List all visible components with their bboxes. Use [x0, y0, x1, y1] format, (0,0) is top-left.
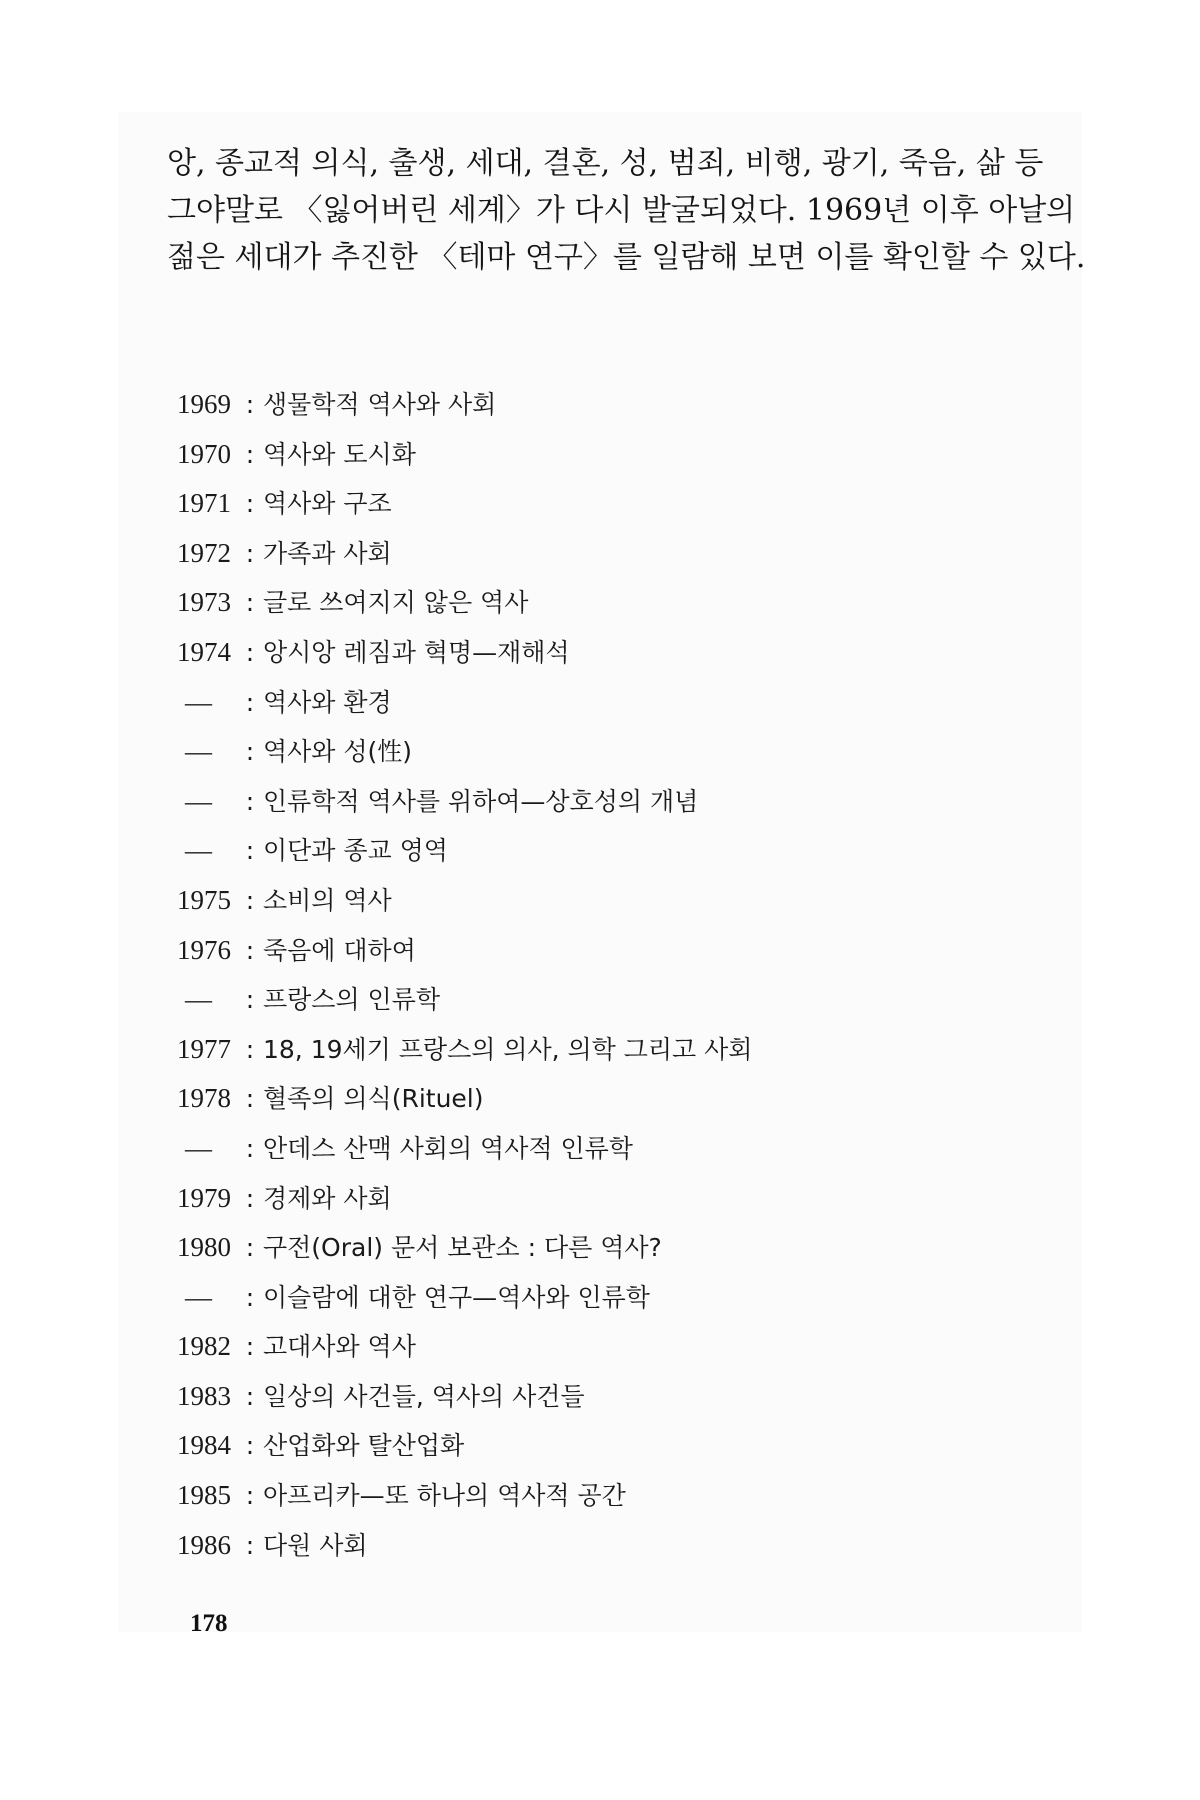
entry-separator: :: [245, 1034, 255, 1064]
entry-year: 1980: [177, 1232, 231, 1263]
entry-separator: :: [245, 1233, 255, 1263]
timeline-entry: [177, 430, 877, 480]
entry-separator: :: [245, 1332, 255, 1362]
entry-year: 1986: [177, 1529, 231, 1560]
entry-title: 혈족의 의식(Rituel): [263, 1084, 484, 1114]
entry-title: 역사와 구조: [263, 489, 392, 519]
entry-separator: :: [245, 1084, 255, 1114]
entry-separator: :: [245, 687, 255, 717]
timeline-entry: [177, 529, 877, 579]
timeline-entry: [177, 1521, 877, 1571]
entry-separator: :: [245, 1431, 255, 1461]
entry-separator: :: [245, 737, 255, 767]
timeline-entry: [177, 1025, 877, 1075]
timeline-entry: [177, 1124, 877, 1174]
entry-separator: :: [245, 1282, 255, 1312]
entry-title: 이슬람에 대한 연구—역사와 인류학: [263, 1282, 650, 1312]
entry-separator: :: [245, 439, 255, 469]
body-paragraph: [167, 140, 1086, 281]
entry-year: 1970: [177, 438, 231, 469]
entry-separator: :: [245, 985, 255, 1015]
entry-separator: :: [245, 1381, 255, 1411]
entry-title: 생물학적 역사와 사회: [263, 390, 497, 419]
timeline-entry: [177, 826, 877, 876]
entry-year: —: [185, 1281, 212, 1312]
entry-separator: :: [245, 1530, 255, 1560]
timeline-entry: [177, 727, 877, 777]
timeline-entry: [177, 876, 877, 926]
entry-title: 앙시앙 레짐과 혁명—재해석: [263, 637, 570, 667]
entry-year: 1984: [177, 1430, 231, 1461]
entry-separator: :: [245, 836, 255, 866]
entry-separator: :: [245, 637, 255, 667]
timeline-entry: [177, 380, 877, 430]
entry-separator: :: [245, 538, 255, 568]
timeline-entry: [177, 628, 877, 678]
entry-year: 1976: [177, 934, 231, 965]
timeline-entry: [177, 1074, 877, 1124]
entry-title: 경제와 사회: [263, 1183, 392, 1213]
entry-title: 이단과 종교 영역: [263, 836, 448, 866]
timeline-entry: [177, 926, 877, 976]
entry-year: 1983: [177, 1380, 231, 1411]
entry-title: 글로 쓰여지지 않은 역사: [263, 588, 529, 618]
entry-title: 산업화와 탈산업화: [263, 1431, 465, 1461]
entry-year: —: [185, 1132, 212, 1163]
theme-research-list: [177, 380, 877, 1570]
entry-title: 일상의 사건들, 역사의 사건들: [263, 1381, 585, 1411]
entry-separator: :: [245, 786, 255, 816]
entry-year: 1982: [177, 1331, 231, 1362]
entry-title: 역사와 환경: [263, 687, 392, 717]
entry-separator: :: [245, 390, 255, 419]
entry-separator: :: [245, 935, 255, 965]
entry-title: 죽음에 대하여: [263, 935, 416, 965]
entry-title: 인류학적 역사를 위하여—상호성의 개념: [263, 786, 699, 816]
entry-year: 1969: [177, 389, 231, 419]
entry-year: 1978: [177, 1083, 231, 1114]
entry-title: 프랑스의 인류학: [263, 985, 440, 1015]
entry-separator: :: [245, 1133, 255, 1163]
entry-year: —: [185, 835, 212, 866]
entry-title: 구전(Oral) 문서 보관소 : 다른 역사?: [263, 1233, 662, 1263]
entry-separator: :: [245, 1481, 255, 1511]
entry-separator: :: [245, 1183, 255, 1213]
entry-title: 아프리카—또 하나의 역사적 공간: [263, 1481, 626, 1511]
entry-title: 역사와 성(性): [263, 737, 413, 767]
entry-title: 가족과 사회: [263, 538, 392, 568]
timeline-entry: [177, 777, 877, 827]
timeline-entry: [177, 578, 877, 628]
entry-year: 1971: [177, 488, 231, 519]
timeline-entry: [177, 1223, 877, 1273]
timeline-entry: [177, 678, 877, 728]
entry-year: 1985: [177, 1480, 231, 1511]
entry-year: 1975: [177, 884, 231, 915]
timeline-entry: [177, 1273, 877, 1323]
entry-year: 1972: [177, 537, 231, 568]
entry-year: —: [185, 785, 212, 816]
entry-year: 1977: [177, 1033, 231, 1064]
entry-year: —: [185, 736, 212, 767]
timeline-entry: [177, 975, 877, 1025]
entry-year: 1979: [177, 1182, 231, 1213]
entry-title: 18, 19세기 프랑스의 의사, 의학 그리고 사회: [263, 1034, 753, 1064]
entry-year: —: [185, 984, 212, 1015]
timeline-entry: [177, 1471, 877, 1521]
entry-title: 역사와 도시화: [263, 439, 416, 469]
entry-title: 소비의 역사: [263, 885, 392, 915]
entry-separator: :: [245, 588, 255, 618]
timeline-entry: [177, 1372, 877, 1422]
page-number: 178: [190, 1610, 228, 1637]
entry-separator: :: [245, 489, 255, 519]
paragraph-line: 앙, 종교적 의식, 출생, 세대, 결혼, 성, 범죄, 비행, 광기, 죽음, 삶 등: [167, 146, 1044, 181]
timeline-entry: [177, 1322, 877, 1372]
paragraph-line: 젊은 세대가 추진한 〈테마 연구〉를 일람해 보면 이를 확인할 수 있다.: [167, 240, 1086, 275]
entry-year: —: [185, 686, 212, 717]
paragraph-line: 그야말로 〈잃어버린 세계〉가 다시 발굴되었다. 1969년 이후 아날의: [167, 193, 1076, 228]
timeline-entry: [177, 1174, 877, 1224]
entry-title: 안데스 산맥 사회의 역사적 인류학: [263, 1133, 633, 1163]
entry-year: 1973: [177, 587, 231, 618]
entry-separator: :: [245, 885, 255, 915]
timeline-entry: [177, 1421, 877, 1471]
entry-title: 고대사와 역사: [263, 1332, 416, 1362]
entry-year: 1974: [177, 636, 231, 667]
timeline-entry: [177, 479, 877, 529]
entry-title: 다원 사회: [263, 1530, 368, 1560]
